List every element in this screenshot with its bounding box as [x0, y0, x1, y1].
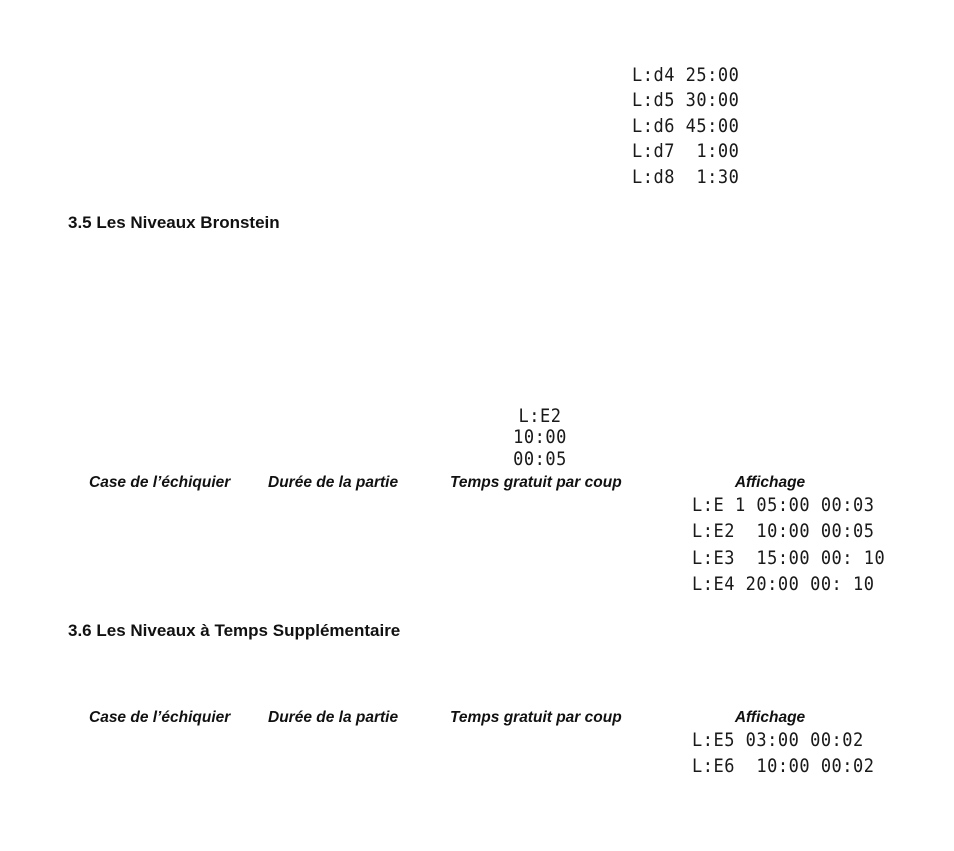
lcd-level-d6: L:d6 45:00: [632, 115, 740, 138]
column-header-duree: Durée de la partie: [268, 474, 399, 491]
section-heading-bronstein: 3.5 Les Niveaux Bronstein: [68, 213, 280, 232]
lcd-example-increment: 00:05: [513, 448, 567, 471]
lcd-row-e5: L:E5 03:00 00:02: [692, 729, 864, 752]
lcd-row-e3: L:E3 15:00 00: 10: [692, 547, 886, 570]
column-header-temps: Temps gratuit par coup: [450, 474, 622, 491]
lcd-row-e6: L:E6 10:00 00:02: [692, 755, 875, 778]
lcd-row-e4: L:E4 20:00 00: 10: [692, 573, 875, 596]
lcd-example-level: L:E2: [518, 405, 562, 428]
column-header-duree: Durée de la partie: [268, 709, 399, 726]
lcd-example-duration: 10:00: [513, 426, 567, 449]
lcd-row-e2: L:E2 10:00 00:05: [692, 520, 875, 543]
lcd-level-d8: L:d8 1:30: [632, 166, 740, 189]
column-header-affichage: Affichage: [734, 709, 806, 726]
column-header-affichage: Affichage: [734, 474, 806, 491]
lcd-level-d5: L:d5 30:00: [632, 89, 740, 112]
lcd-level-d7: L:d7 1:00: [632, 140, 740, 163]
column-header-temps: Temps gratuit par coup: [450, 709, 622, 726]
lcd-row-e1: L:E 1 05:00 00:03: [692, 494, 875, 517]
lcd-level-d4: L:d4 25:00: [632, 64, 740, 87]
section-heading-temps-supplementaire: 3.6 Les Niveaux à Temps Supplémentaire: [68, 621, 401, 640]
column-header-case: Case de l’échiquier: [89, 474, 231, 491]
column-header-case: Case de l’échiquier: [89, 709, 231, 726]
